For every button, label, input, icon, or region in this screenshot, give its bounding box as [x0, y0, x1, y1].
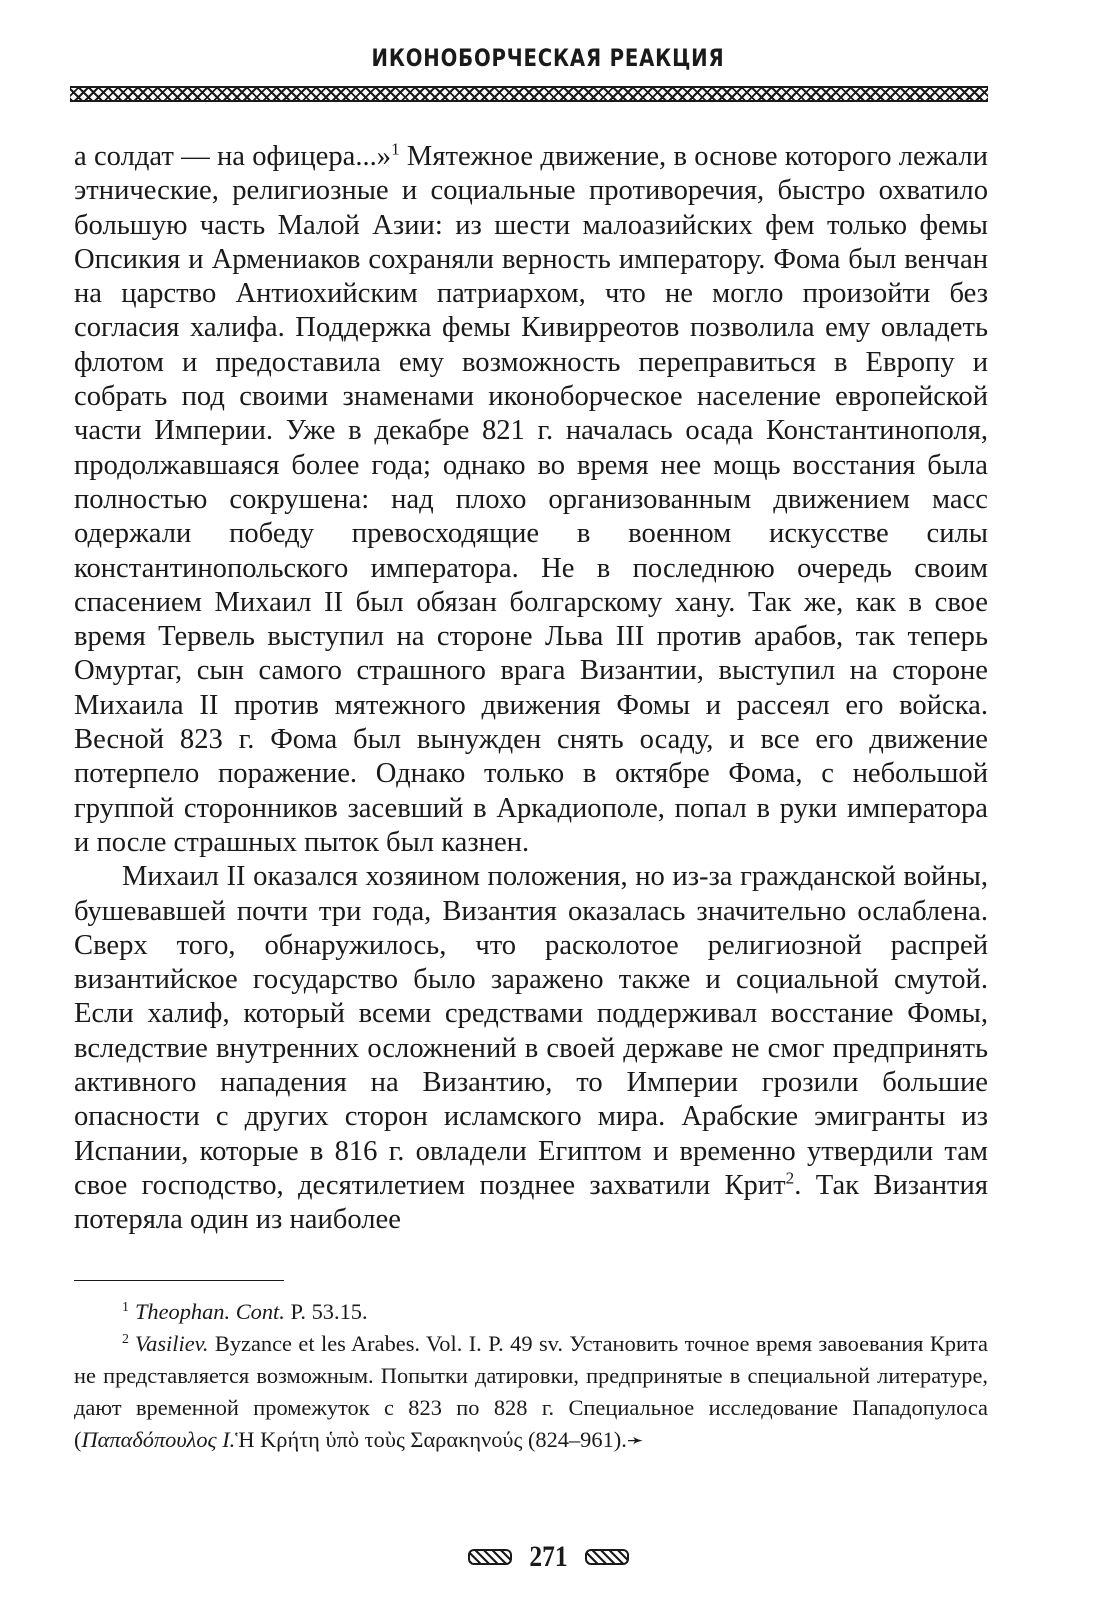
footnote-1-author: Theophan. Cont.	[134, 1299, 285, 1324]
footnote-1-text: P. 53.15.	[284, 1299, 368, 1324]
footnote-1	[74, 1296, 988, 1328]
footnote-2-greek-title: Ἡ Κρήτη ὑπὸ τοὺς Σαρακηνούς (824–961).	[235, 1427, 627, 1452]
footnotes	[74, 1296, 988, 1456]
paragraph-1-body: Мятежное движение, в основе которого лежали этнические, религиозные и социальные противоречия, быстро охватило большую часть Малой Азии: из шести малоазийских фем только фемы Опсикия и Армениаков сохраняли верность императору. Фома был венчан на царство Антиохийским патриархом, что не могло произойти без согласия халифа. Поддержка фемы Кивирреотов позволила ему овладеть флотом и предоставила ему возможность переправиться в Европу и собрать под своими знаменами иконоборческое население европейской части Империи. Уже в декабре 821 г. началась осада Константинополя, продолжавшаяся более года; однако во время нее мощь восстания была полностью сокрушена: над плохо организованным движением масс одержали победу превосходящие в военном искусстве силы константинопольского императора. Не в последнюю очередь своим спасением Михаил II был обязан болгарскому хану. Так же, как в свое время Тервель выступил на стороне Льва III против арабов, так теперь Омуртаг, сын самого страшного врага Византии, выступил на стороне Михаила II против мятежного движения Фомы и рассеял его войска. Весной 823 г. Фома был вынужден снять осаду, и все его движение потерпело поражение. Однако только в октябре Фома, с небольшой группой сторонников засевший в Аркадиополе, попал в руки императора и после страшных пыток был казнен.	[74, 141, 988, 858]
footnote-2-number: 2	[122, 1332, 129, 1348]
folio-ornament-left	[468, 1549, 512, 1565]
running-title: ИКОНОБОРЧЕСКАЯ РЕАКЦИЯ	[371, 44, 725, 72]
folio-ornament-right	[585, 1549, 629, 1565]
footnote-2-text: Byzance et les Arabes. Vol. I. P. 49 sv. Установить точное время завоевания Крита не представляется возможным. Попытки датировки, предпринятые в специальной литературе, дают временной промежуток с 823 по 828 г. Специальное исследование Пападопулоса (	[74, 1331, 988, 1452]
page-footer	[0, 1538, 1096, 1574]
page-number: 271	[528, 1540, 568, 1574]
paragraph-1	[74, 140, 988, 860]
footnote-separator	[74, 1280, 284, 1281]
footnote-ref-1[interactable]: 1	[391, 139, 400, 159]
paragraph-2	[74, 860, 988, 1237]
paragraph-1-opening: а солдат — на офицера...»	[74, 141, 392, 172]
continuation-arrow-icon: ➛	[626, 1428, 644, 1452]
footnote-2-author: Vasiliev.	[134, 1331, 209, 1356]
header-ornament	[70, 86, 988, 102]
footnote-ref-2[interactable]: 2	[785, 1168, 795, 1188]
footnote-2	[74, 1328, 988, 1456]
main-text	[74, 140, 988, 1238]
paragraph-2-tail: . Так Византия потеряла один из наиболее	[74, 1169, 988, 1236]
footnote-2-greek-author: Παπαδόπουλος Ι.	[81, 1427, 236, 1452]
footnote-1-number: 1	[122, 1300, 129, 1316]
paragraph-2-body: Михаил II оказался хозяином положения, но из-за гражданской войны, бушевавшей почти три года, Византия оказалась значительно ослаблена. Сверх того, обнаружилось, что расколотое религиозной распрей византийское государство было заражено также и социальной смутой. Если халиф, который всеми средствами поддерживал восстание Фомы, вследствие внутренних осложнений в своей державе не смог предпринять активного нападения на Византию, то Империи грозили большие опасности с других сторон исламского мира. Арабские эмигранты из Испании, которые в 816 г. овладели Египтом и временно утвердили там свое господство, десятилетием позднее захватили Крит	[74, 861, 988, 1201]
